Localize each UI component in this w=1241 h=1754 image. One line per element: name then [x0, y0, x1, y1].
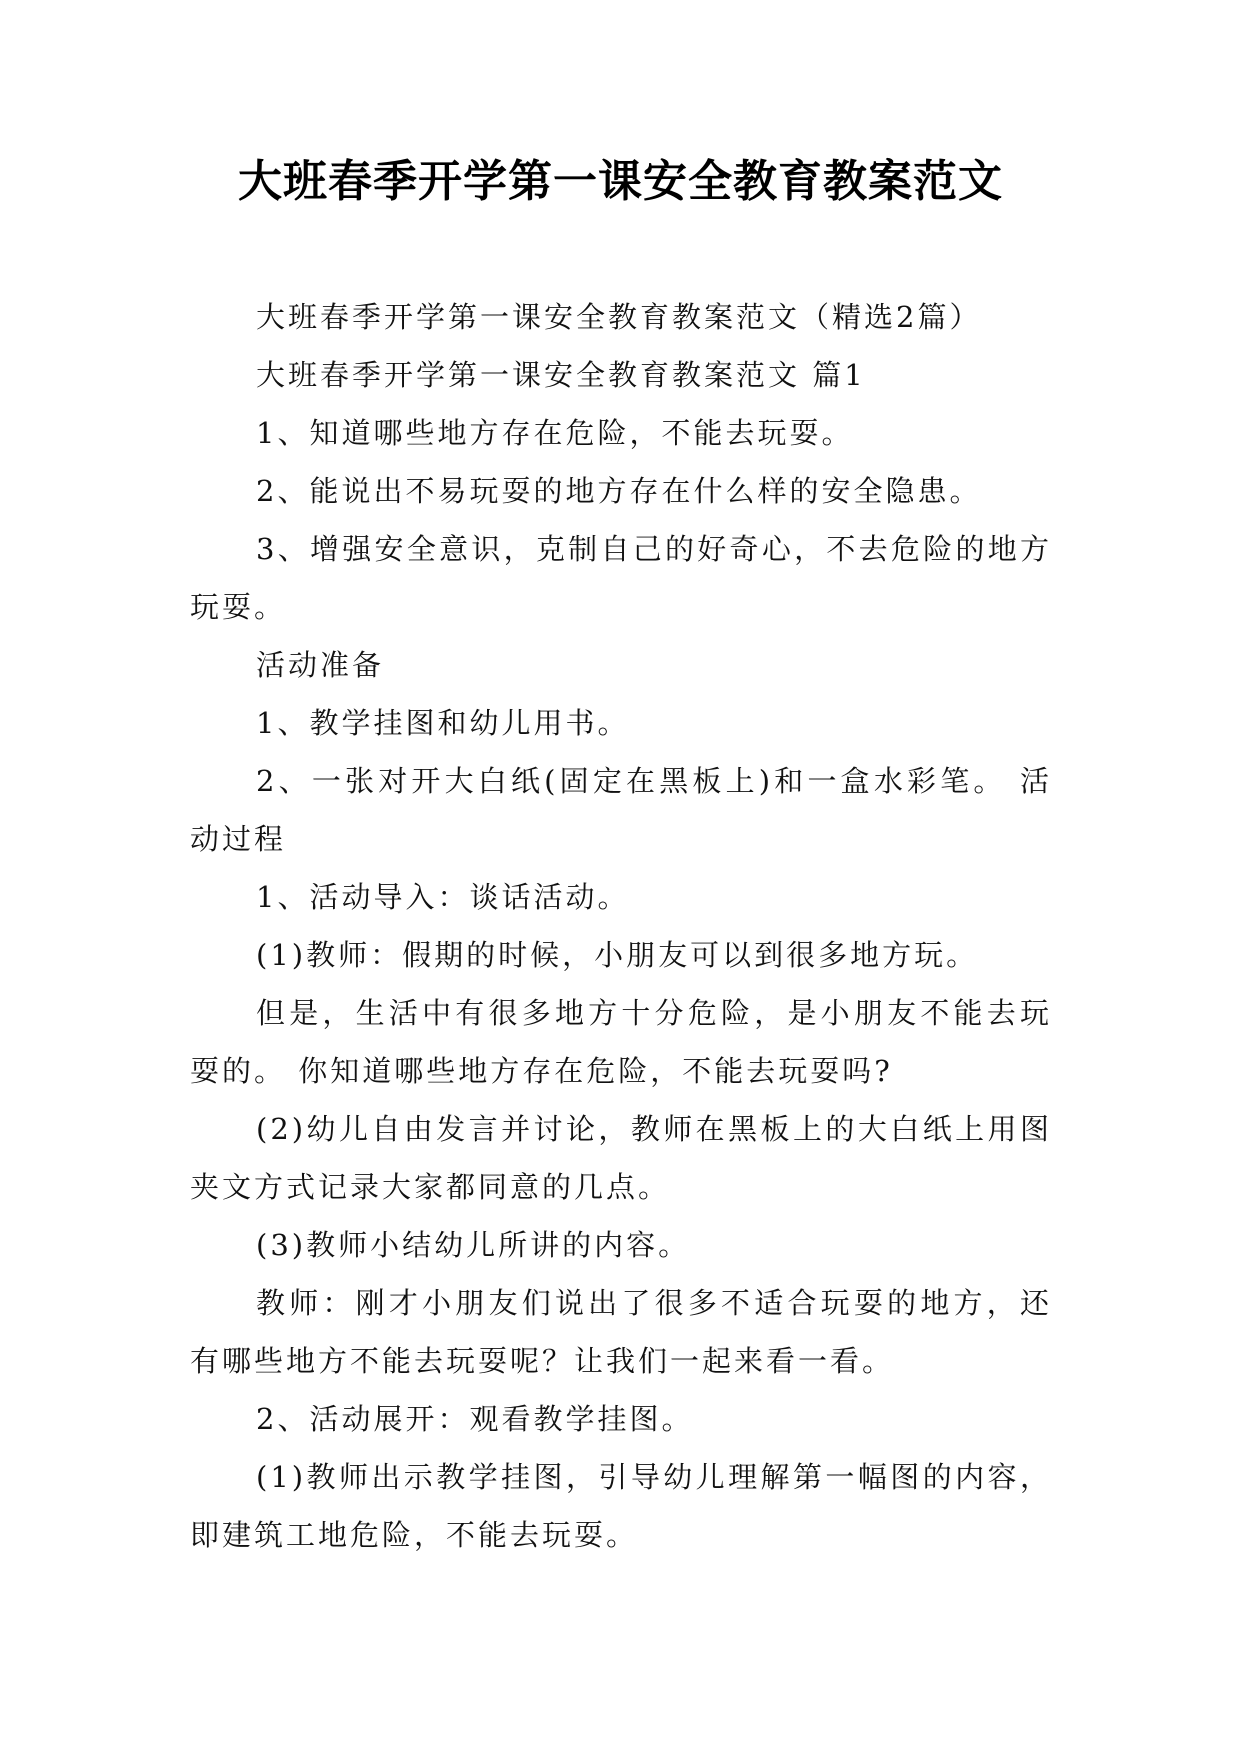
paragraph-goal-3: 3、增强安全意识，克制自己的好奇心，不去危险的地方玩耍。	[190, 532, 1052, 624]
paragraph-step-1: (1)教师：假期的时候，小朋友可以到很多地方玩。	[256, 938, 979, 972]
paragraph-preparation-heading: 活动准备	[256, 648, 385, 682]
paragraph-question: 但是，生活中有很多地方十分危险，是小朋友不能去玩耍的。 你知道哪些地方存在危险，不能去玩耍吗?	[190, 996, 1052, 1088]
paragraph-wallchart: (1)教师出示教学挂图，引导幼儿理解第一幅图的内容，即建筑工地危险，不能去玩耍。	[190, 1460, 1052, 1552]
paragraph-step-3: (3)教师小结幼儿所讲的内容。	[256, 1228, 691, 1262]
paragraph-preparation-1: 1、教学挂图和幼儿用书。	[256, 706, 630, 740]
paragraph-subtitle: 大班春季开学第一课安全教育教案范文（精选2篇）	[256, 300, 982, 334]
paragraph-activity-expand: 2、活动展开：观看教学挂图。	[256, 1402, 694, 1436]
document-title: 大班春季开学第一课安全教育教案范文	[238, 156, 1003, 207]
paragraph-goal-1: 1、知道哪些地方存在危险，不能去玩耍。	[256, 416, 854, 450]
paragraph-step-2: (2)幼儿自由发言并讨论，教师在黑板上的大白纸上用图夹文方式记录大家都同意的几点。	[190, 1112, 1052, 1204]
paragraph-activity-intro: 1、活动导入：谈话活动。	[256, 880, 630, 914]
document-body	[190, 288, 1052, 1564]
paragraph-teacher-summary: 教师：刚才小朋友们说出了很多不适合玩耍的地方，还有哪些地方不能去玩耍呢？让我们一起来看一看。	[190, 1286, 1052, 1378]
paragraph-preparation-2: 2、一张对开大白纸(固定在黑板上)和一盒水彩笔。 活动过程	[190, 764, 1052, 856]
paragraph-section-heading: 大班春季开学第一课安全教育教案范文 篇1	[256, 358, 866, 392]
paragraph-goal-2: 2、能说出不易玩耍的地方存在什么样的安全隐患。	[256, 474, 982, 508]
